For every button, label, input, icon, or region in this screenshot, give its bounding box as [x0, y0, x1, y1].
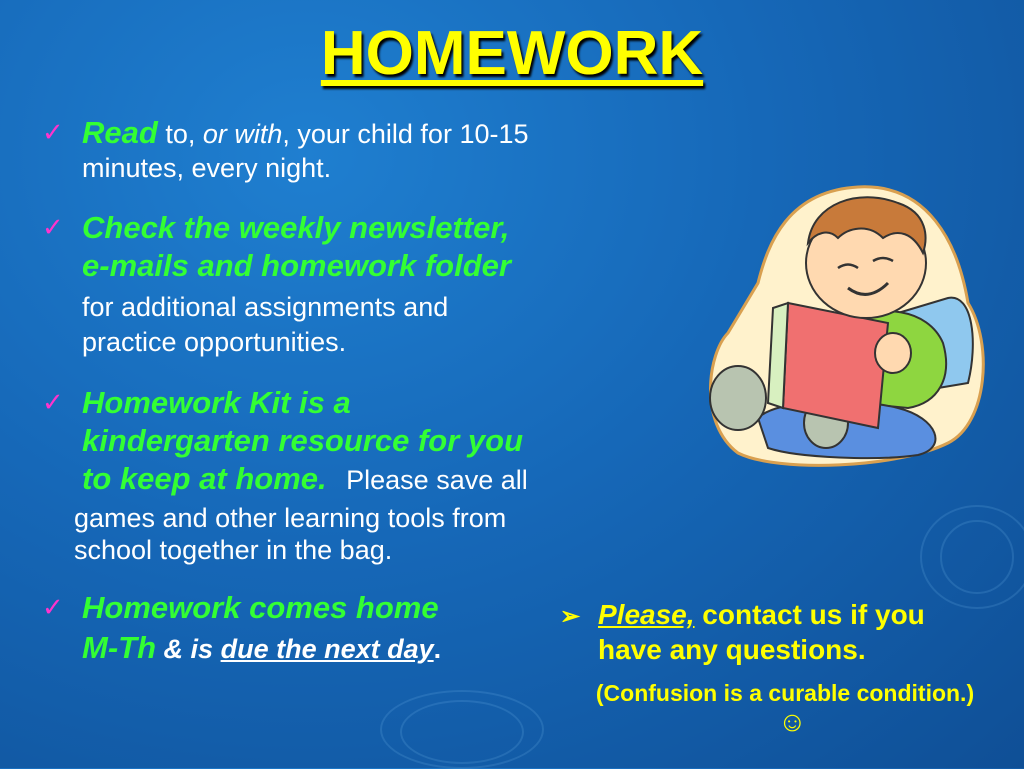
text: for additional assignments and	[82, 292, 449, 322]
ripple-decoration	[920, 505, 1024, 609]
text: or with	[202, 119, 283, 149]
text: practice opportunities.	[82, 327, 347, 357]
check-icon: ✓	[42, 117, 64, 147]
text: contact us if you	[694, 599, 925, 630]
text: M-Th	[82, 630, 157, 665]
text: Please save all	[346, 465, 528, 495]
text: , your child for 10-15	[282, 119, 529, 149]
ripple-decoration	[380, 690, 544, 769]
page-title: HOMEWORK	[320, 19, 704, 88]
read-emphasis: Read	[82, 115, 158, 150]
text: Please,	[598, 599, 695, 630]
text: to,	[157, 119, 203, 149]
smiley-icon: ☺	[778, 706, 807, 737]
text: e-mails and homework folder	[82, 248, 511, 283]
text: kindergarten resource for you	[82, 423, 524, 458]
text: .	[433, 634, 442, 664]
text: Check the weekly newsletter,	[82, 210, 510, 245]
arrow-icon: ➢	[560, 603, 581, 630]
text: have any questions.	[598, 634, 866, 665]
text: & is	[163, 634, 214, 664]
confusion-note: (Confusion is a curable condition.)	[595, 680, 975, 706]
check-icon: ✓	[42, 212, 64, 242]
text: games and other learning tools from	[74, 503, 507, 533]
text: Homework Kit is a	[82, 385, 351, 420]
text: minutes, every night.	[82, 153, 332, 183]
text: to keep at home	[82, 461, 318, 496]
text: school together in the bag.	[74, 535, 393, 565]
check-icon: ✓	[42, 387, 64, 417]
text: Homework comes home	[82, 590, 439, 625]
check-icon: ✓	[42, 592, 64, 622]
boy-reading-illustration	[698, 183, 994, 473]
text: .	[318, 461, 327, 496]
text: due the next day	[220, 634, 434, 664]
